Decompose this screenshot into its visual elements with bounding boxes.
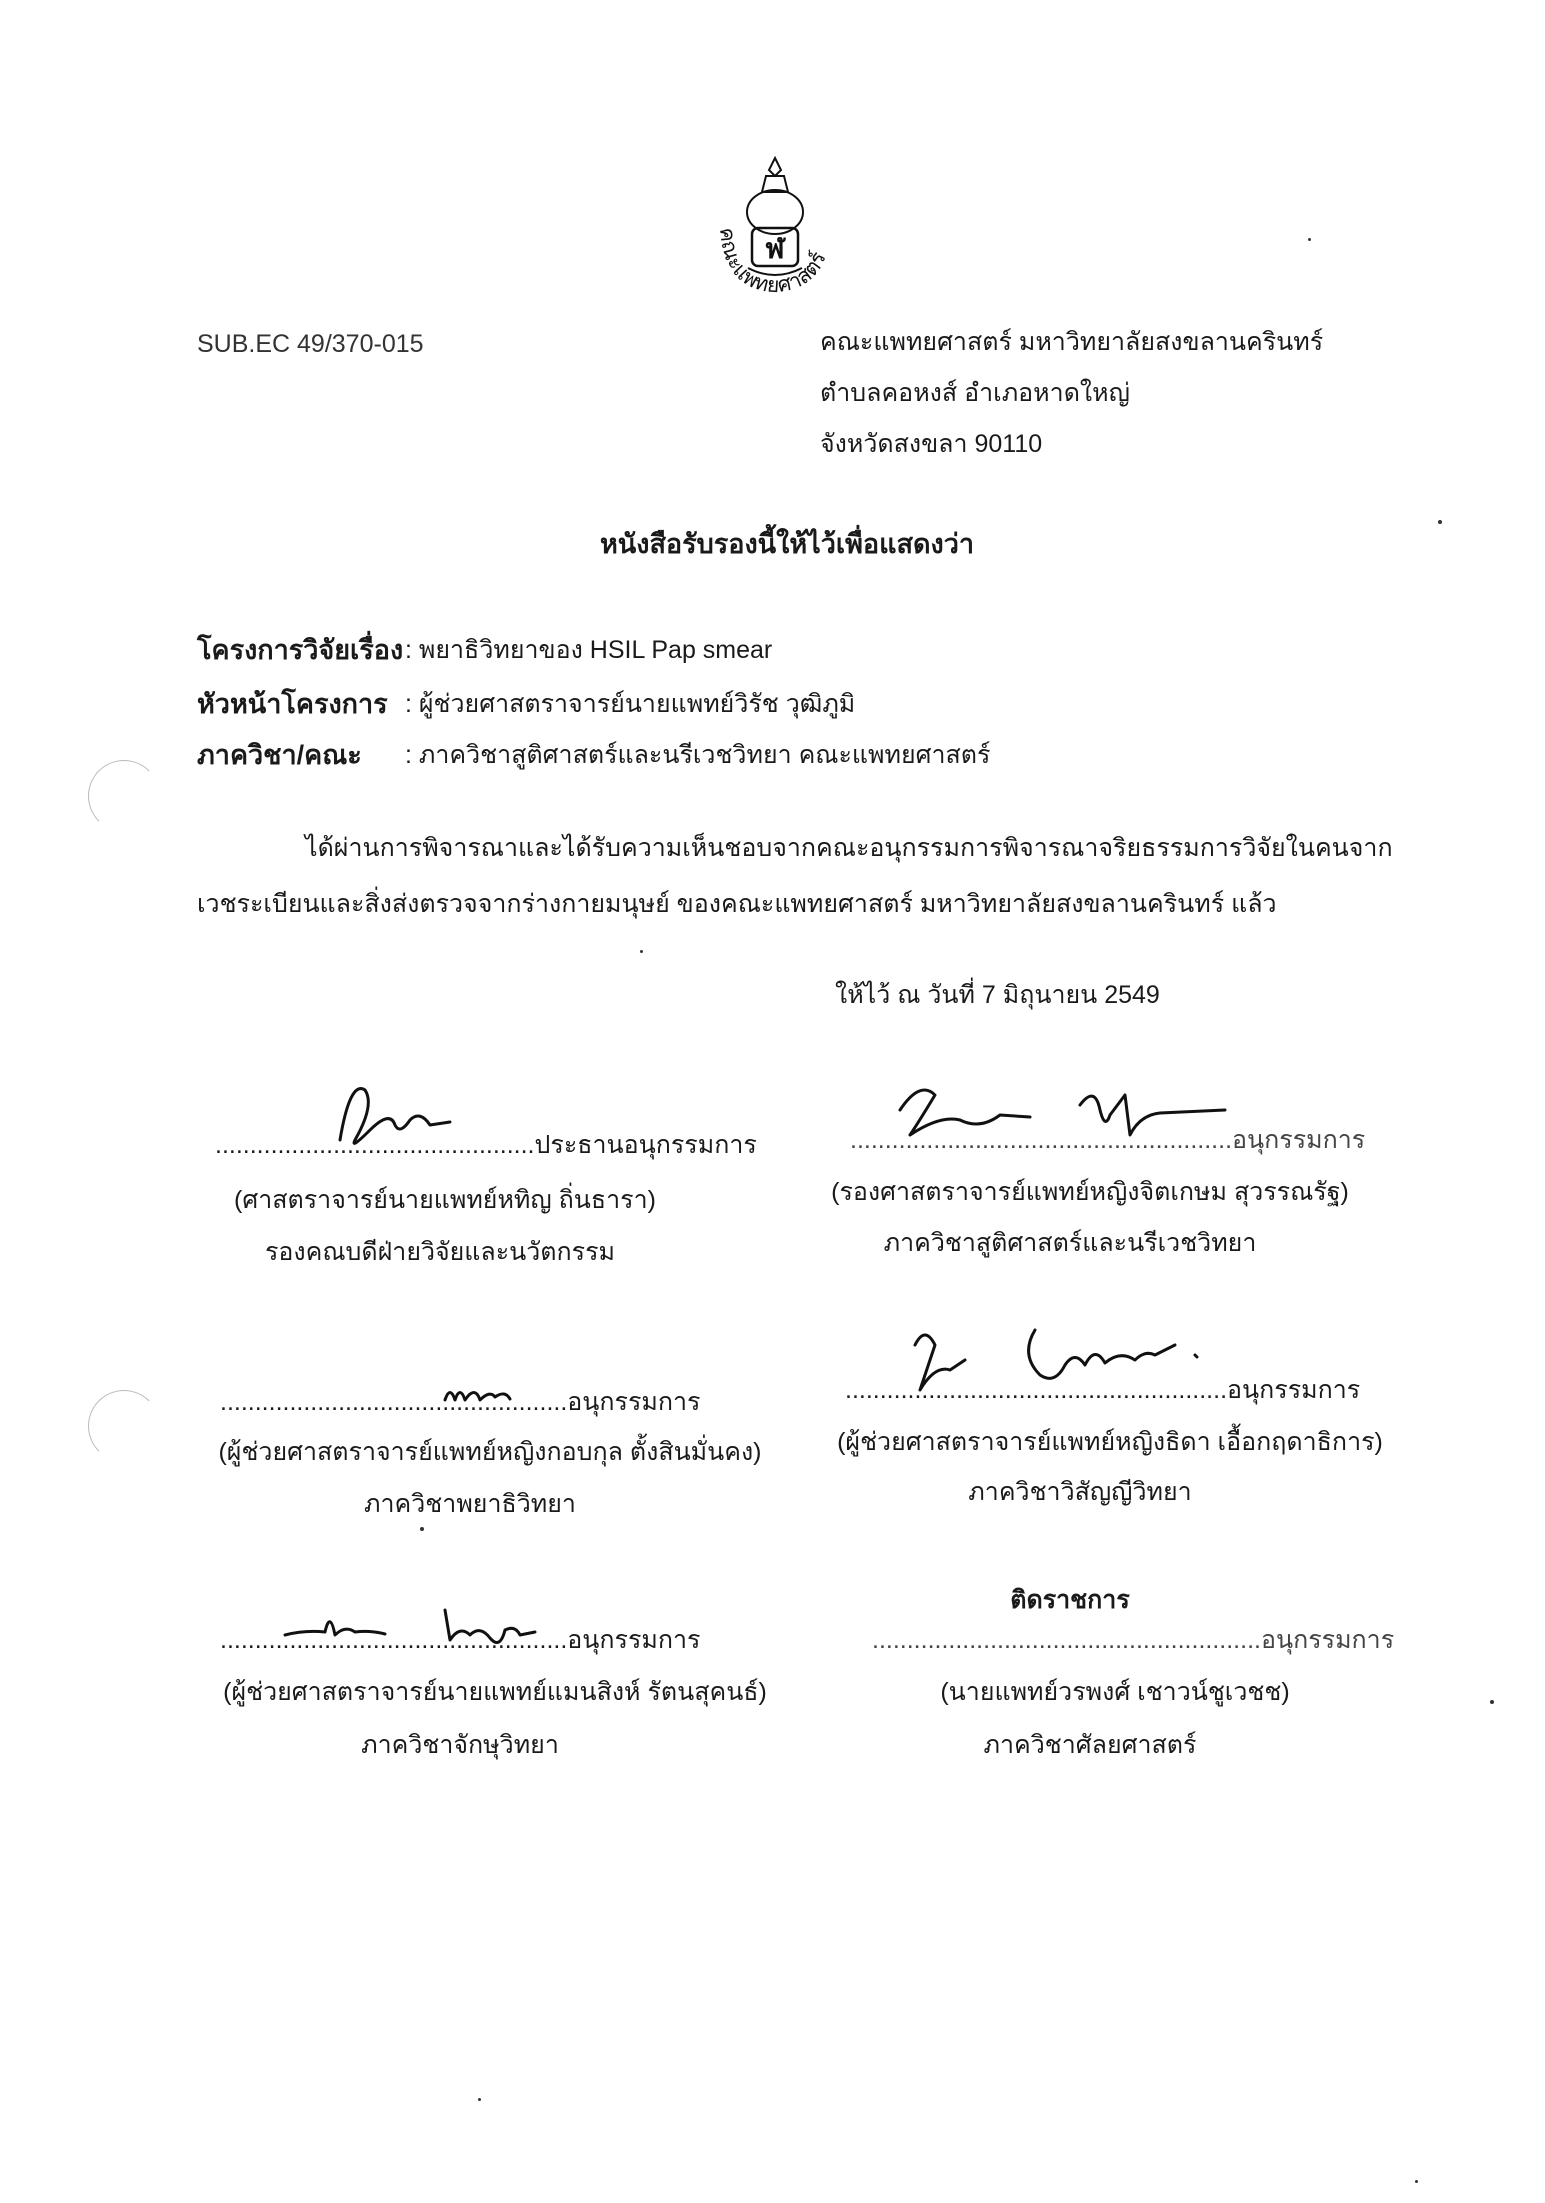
body-line-2: เวชระเบียนและสิ่งส่งตรวจจากร่างกายมนุษย์ ของคณะแพทยศาสตร์ มหาวิทยาลัยสงขลานครินทร์ แล้ว: [197, 890, 1277, 918]
punch-hole-mark: [88, 1390, 160, 1462]
signature-name-1: (ศาสตราจารย์นายแพทย์หทิญ ถิ่นธารา): [234, 1186, 656, 1214]
signature-line-3: [220, 1382, 700, 1422]
project-head-value: : ผู้ช่วยศาสตราจารย์นายแพทย์วิรัช วุฒิภูมิ: [405, 690, 856, 718]
scan-speck: [1308, 238, 1311, 241]
signature-line-2: [850, 1120, 1365, 1160]
signature-dots: ..............................................: [215, 1131, 535, 1159]
signature-line-1: [215, 1125, 757, 1165]
signature-role: อนุกรรมการ: [567, 1626, 701, 1654]
address-line-1: คณะแพทยศาสตร์ มหาวิทยาลัยสงขลานครินทร์: [820, 328, 1324, 356]
project-dept-value: : ภาควิชาสูติศาสตร์และนรีเวชวิทยา คณะแพทยศาสตร์: [405, 741, 991, 769]
signature-line-5: [220, 1620, 700, 1660]
signature-position-2: ภาควิชาสูติศาสตร์และนรีเวชวิทยา: [883, 1229, 1257, 1257]
signature-role: ประธานอนุกรรมการ: [534, 1131, 757, 1159]
signature-name-6: (นายแพทย์วรพงศ์ เชาวน์ชูเวชช): [940, 1678, 1290, 1706]
punch-hole-mark: [88, 760, 160, 832]
signature-dots: ..................................................: [220, 1626, 568, 1654]
seal-text: คณะแพทยศาสตร์: [715, 226, 831, 298]
signature-name-3: (ผู้ช่วยศาสตราจารย์แพทย์หญิงกอบกุล ตั้งสินมั่นคง): [218, 1438, 762, 1466]
issue-date: ให้ไว้ ณ วันที่ 7 มิถุนายน 2549: [835, 981, 1160, 1009]
signature-name-5: (ผู้ช่วยศาสตราจารย์นายแพทย์แมนสิงห์ รัตนสุคนธ์): [223, 1678, 767, 1706]
signature-line-4: [845, 1370, 1360, 1410]
address-line-2: ตำบลคอหงส์ อำเภอหาดใหญ่: [820, 379, 1130, 407]
document-title: หนังสือรับรองนี้ให้ไว้เพื่อแสดงว่า: [600, 529, 975, 559]
scan-speck: [1490, 1700, 1494, 1704]
signature-position-5: ภาควิชาจักษุวิทยา: [361, 1731, 559, 1759]
signature-position-1: รองคณบดีฝ่ายวิจัยและนวัตกรรม: [264, 1238, 616, 1266]
signature-dots: ..................................................: [220, 1388, 568, 1416]
body-line-1: ได้ผ่านการพิจารณาและได้รับความเห็นชอบจากคณะอนุกรรมการพิจารณาจริยธรรมการวิจัยในคนจาก: [305, 834, 1393, 862]
project-head-label: หัวหน้าโครงการ: [197, 689, 388, 719]
scan-speck: [478, 2098, 481, 2101]
scan-speck: [1415, 2180, 1418, 2183]
reference-number: SUB.EC 49/370-015: [197, 330, 424, 358]
scan-speck: [1438, 520, 1442, 524]
project-title-label: โครงการวิจัยเรื่อง: [197, 635, 404, 665]
scan-speck: [640, 950, 643, 953]
project-dept-label: ภาควิชา/คณะ: [197, 740, 362, 770]
svg-text:ฬ: ฬ: [765, 232, 785, 265]
signature-position-6: ภาควิชาศัลยศาสตร์: [983, 1731, 1197, 1759]
signature-line-6: [872, 1620, 1394, 1660]
signature-position-4: ภาควิชาวิสัญญีวิทยา: [968, 1478, 1192, 1506]
away-note: ติดราชการ: [1010, 1586, 1130, 1614]
signature-name-4: (ผู้ช่วยศาสตราจารย์แพทย์หญิงธิดา เอื้อกฤดาธิการ): [837, 1428, 1383, 1456]
signature-dots: .......................................................: [850, 1126, 1233, 1154]
project-title-value: : พยาธิวิทยาของ HSIL Pap smear: [405, 636, 773, 664]
signature-role: อนุกรรมการ: [567, 1388, 701, 1416]
signature-dots: ........................................................: [872, 1626, 1261, 1654]
signature-name-2: (รองศาสตราจารย์แพทย์หญิงจิตเกษม สุวรรณรัฐ): [831, 1178, 1349, 1206]
signature-dots: .......................................................: [845, 1376, 1228, 1404]
faculty-seal: [680, 150, 870, 300]
signature-position-3: ภาควิชาพยาธิวิทยา: [364, 1490, 576, 1518]
signature-role: อนุกรรมการ: [1232, 1126, 1366, 1154]
signature-role: อนุกรรมการ: [1227, 1376, 1361, 1404]
signature-role: อนุกรรมการ: [1260, 1626, 1395, 1654]
scan-speck: [420, 1527, 424, 1531]
address-line-3: จังหวัดสงขลา 90110: [820, 430, 1043, 458]
